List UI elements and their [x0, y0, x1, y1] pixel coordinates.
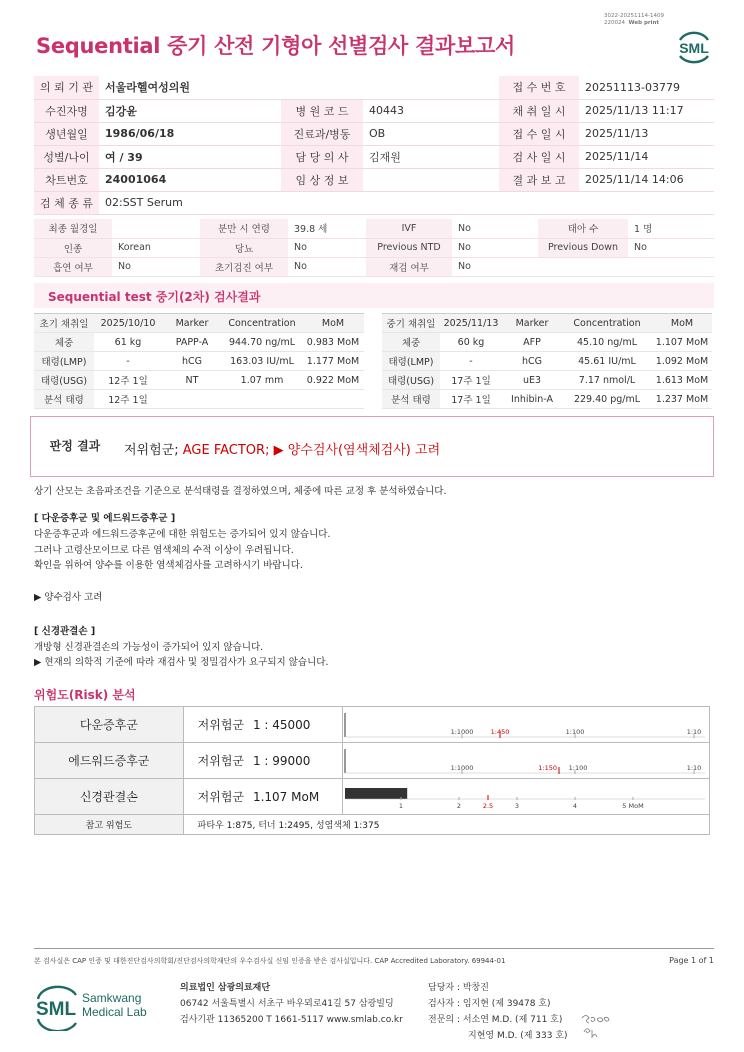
- institution-label: 의 뢰 기 관: [34, 76, 99, 99]
- ga-usg-value: 17주 1일: [440, 371, 502, 390]
- marker-concentration: 45.61 IU/mL: [562, 352, 652, 371]
- comment-heading-down: [ 다운증후군 및 에드워드증후군 ]: [34, 513, 176, 524]
- marker-mom: 1.177 MoM: [302, 352, 364, 371]
- prev-ntd-label: Previous NTD: [366, 238, 452, 257]
- weight-value: 60 kg: [440, 333, 502, 352]
- comment-line: 개방형 신경관결손의 가능성이 증가되어 있지 않습니다.: [34, 642, 264, 653]
- ivf-label: IVF: [366, 219, 452, 238]
- doctor-value: 김재원: [363, 145, 499, 168]
- marker-mom: 1.092 MoM: [652, 352, 712, 371]
- risk-ratio: 1 : 99000: [253, 743, 343, 779]
- reception-no-label: 접 수 번 호: [499, 76, 579, 99]
- tick-label: 1:1000: [450, 728, 474, 736]
- risk-name: 신경관결손: [35, 779, 184, 815]
- org-contact: 검사기관 11365200 T 1661-5117 www.smlab.co.kr: [180, 1015, 403, 1025]
- marker-concentration: 229.40 pg/mL: [562, 390, 652, 409]
- staff-line: 전문의 : 서소연 M.D. (제 711 호): [428, 1015, 563, 1025]
- diabetes-label: 당뇨: [200, 238, 288, 257]
- risk-ratio: 1.107 MoM: [253, 779, 343, 815]
- ref-risk-text: 파타우 1:875, 터너 1:2495, 성염색체 1:375: [183, 815, 709, 835]
- risk-scale: [342, 707, 709, 743]
- tick-label: 1:10: [686, 764, 702, 772]
- ga-lmp-value: -: [440, 352, 502, 371]
- col-marker: Marker: [502, 314, 562, 333]
- ga-lmp-label: 태령(LMP): [34, 352, 94, 371]
- sex-age-label: 성별/나이: [34, 145, 99, 168]
- sml-logo-icon: [674, 26, 714, 64]
- retest-label: 재검 여부: [366, 257, 452, 276]
- prev-down-value: No: [628, 238, 714, 257]
- risk-title: 위험도(Risk) 분석: [34, 688, 136, 702]
- table-row: [34, 390, 364, 409]
- table-row: [382, 333, 712, 352]
- info-row: [34, 99, 714, 122]
- org-address: 06742 서울특별시 서초구 바우뫼로41길 57 삼광빌딩: [180, 999, 394, 1009]
- judgement-risk: 저위험군;: [124, 443, 183, 458]
- first-trimester-table: [34, 313, 364, 409]
- judgement-recommendation: AGE FACTOR; ▶ 양수검사(염색체검사) 고려: [182, 443, 441, 458]
- lmp-value: [112, 219, 200, 238]
- smoke-label: 흡연 여부: [34, 257, 112, 276]
- table-row: [34, 371, 364, 390]
- col-mom: MoM: [302, 314, 364, 333]
- first-check-label: 초기검진 여부: [200, 257, 288, 276]
- print-ref-id: 3022-20251114-1409: [604, 13, 664, 19]
- comment-amnio: ▶ 양수검사 고려: [34, 592, 103, 603]
- lab-organization: [180, 980, 403, 1028]
- risk-group: 저위험군: [183, 743, 253, 779]
- org-name: 의료법인 삼광의료재단: [180, 983, 271, 993]
- marker-name: uE3: [502, 371, 562, 390]
- recv-date-value: 2025/11/13: [579, 122, 714, 145]
- risk-row: [35, 779, 710, 815]
- test-date-value: 2025/11/14: [579, 145, 714, 168]
- marker-name: Inhibin-A: [502, 390, 562, 409]
- info-row: [34, 76, 714, 99]
- marker-concentration: 7.17 nmol/L: [562, 371, 652, 390]
- print-ref-type: Web print: [628, 20, 660, 26]
- signature-icon: [578, 1010, 612, 1044]
- marker-mom: 1.237 MoM: [652, 390, 712, 409]
- report-value: 2025/11/14 14:06: [579, 168, 714, 191]
- ga-analysis-value: 17주 1일: [440, 390, 502, 409]
- page-number: Page 1 of 1: [669, 956, 714, 965]
- col-concentration: Concentration: [562, 314, 652, 333]
- tick-label: 2: [456, 802, 462, 810]
- weight-value: 61 kg: [94, 333, 162, 352]
- comment-line: 상기 산모는 초음파조건을 기준으로 분석태령을 결정하였으며, 체중에 따른 교정 후 분석하였습니다.: [34, 486, 447, 497]
- marker-name: NT: [162, 371, 222, 390]
- collect-time-label: 채 취 일 시: [499, 99, 579, 122]
- collect-date-value: 2025/10/10: [94, 314, 162, 333]
- tick-label: 5 MoM: [622, 802, 644, 810]
- table-row: [34, 352, 364, 371]
- lab-staff: [428, 980, 568, 1044]
- print-reference: [604, 13, 664, 27]
- staff-line: 담당자 : 박창진: [428, 983, 489, 993]
- extra-row: [34, 238, 714, 257]
- lmp-label: 최종 월경일: [34, 219, 112, 238]
- col-collect-date: 중기 채취일: [382, 314, 440, 333]
- tick-label-cutoff: 2.5: [482, 802, 494, 810]
- marker-name: hCG: [502, 352, 562, 371]
- tick-label-cutoff: 1:450: [490, 728, 510, 736]
- report-title: Sequential 중기 산전 기형아 선별검사 결과보고서: [36, 34, 515, 58]
- extra-row: [34, 257, 714, 276]
- info-row: [34, 168, 714, 191]
- comment-line: ▶ 현재의 의학적 기준에 따라 재검사 및 정밀검사가 요구되지 않습니다.: [34, 657, 329, 668]
- ga-lmp-value: -: [94, 352, 162, 371]
- logo-main-text: SML: [36, 999, 77, 1020]
- patient-label: 수진자명: [34, 99, 99, 122]
- age-at-delivery-value: 39.8 세: [288, 219, 366, 238]
- staff-line: 지현영 M.D. (제 333 호): [468, 1031, 568, 1041]
- col-mom: MoM: [652, 314, 712, 333]
- prev-down-label: Previous Down: [538, 238, 628, 257]
- risk-table: [34, 706, 710, 835]
- doctor-label: 담 당 의 사: [281, 145, 363, 168]
- ga-analysis-label: 분석 태령: [382, 390, 440, 409]
- race-value: Korean: [112, 238, 200, 257]
- tick-label: 1:100: [565, 728, 585, 736]
- marker-mom: 1.613 MoM: [652, 371, 712, 390]
- comment-heading-ntd: [ 신경관결손 ]: [34, 626, 96, 637]
- risk-name: 에드워드증후군: [35, 743, 184, 779]
- clinical-label: 임 상 정 보: [281, 168, 363, 191]
- tick-label-cutoff: 1:150: [538, 764, 557, 772]
- specimen-value: 02:SST Serum: [99, 191, 281, 214]
- fetus-label: 태아 수: [538, 219, 628, 238]
- second-trimester-table: [382, 313, 712, 409]
- ga-analysis-label: 분석 태령: [34, 390, 94, 409]
- footer-divider: [34, 948, 714, 949]
- accreditation-note: 본 검사실은 CAP 인증 및 대한진단검사의학회/진단검사의학재단의 우수검사실 신임 인증을 받은 검사실입니다. CAP Accredited Laboratory. 69944-01: [34, 957, 506, 965]
- fetus-value: 1 명: [628, 219, 714, 238]
- recv-date-label: 접 수 일 시: [499, 122, 579, 145]
- dob-value: 1986/06/18: [99, 122, 281, 145]
- patient-value: 김강윤: [99, 99, 281, 122]
- prev-ntd-value: No: [452, 238, 538, 257]
- risk-ref-row: [35, 815, 710, 835]
- diabetes-value: No: [288, 238, 366, 257]
- risk-scale: [342, 743, 709, 779]
- test-date-label: 검 사 일 시: [499, 145, 579, 168]
- risk-group: 저위험군: [183, 779, 253, 815]
- risk-ratio: 1 : 45000: [253, 707, 343, 743]
- table-row: [382, 352, 712, 371]
- table-row: [382, 371, 712, 390]
- marker-concentration: 1.07 mm: [222, 371, 302, 390]
- risk-group: 저위험군: [183, 707, 253, 743]
- dob-label: 생년월일: [34, 122, 99, 145]
- table-row: [382, 390, 712, 409]
- judgement-text: [124, 439, 440, 458]
- info-row: [34, 122, 714, 145]
- specimen-label: 검 체 종 류: [34, 191, 99, 214]
- info-row: [34, 145, 714, 168]
- extra-row: [34, 219, 714, 238]
- risk-name: 다운증후군: [35, 707, 184, 743]
- retest-value: No: [452, 257, 538, 276]
- marker-name: AFP: [502, 333, 562, 352]
- risk-scale: [342, 779, 709, 815]
- race-label: 인종: [34, 238, 112, 257]
- weight-label: 체중: [382, 333, 440, 352]
- dept-label: 진료과/병동: [281, 122, 363, 145]
- smoke-value: No: [112, 257, 200, 276]
- collect-date-value: 2025/11/13: [440, 314, 502, 333]
- mom-value-bar: [345, 788, 407, 799]
- result-section-bar: [34, 283, 714, 308]
- ga-usg-value: 12주 1일: [94, 371, 162, 390]
- tick-label: 4: [572, 802, 578, 810]
- weight-label: 체중: [34, 333, 94, 352]
- result-section-title: Sequential test 중기(2차) 검사결과: [48, 290, 261, 304]
- table-row: [34, 333, 364, 352]
- table-header-row: [382, 314, 712, 333]
- tick-label: 3: [514, 802, 520, 810]
- col-marker: Marker: [162, 314, 222, 333]
- tick-label: 1:100: [568, 764, 588, 772]
- marker-concentration: 944.70 ng/mL: [222, 333, 302, 352]
- risk-row: [35, 707, 710, 743]
- staff-line: 검사자 : 임지현 (제 39478 호): [428, 999, 551, 1009]
- tick-label: 1:10: [686, 728, 702, 736]
- judgement-box: [30, 416, 714, 477]
- hospital-code-value: 40443: [363, 99, 499, 122]
- col-concentration: Concentration: [222, 314, 302, 333]
- info-row: [34, 191, 714, 214]
- marker-mom: 0.983 MoM: [302, 333, 364, 352]
- ga-usg-label: 태령(USG): [382, 371, 440, 390]
- print-ref-code: 220024: [604, 20, 625, 26]
- report-label: 결 과 보 고: [499, 168, 579, 191]
- marker-mom: 0.922 MoM: [302, 371, 364, 390]
- maternal-factor-table: [34, 219, 714, 277]
- clinical-value: [363, 168, 499, 191]
- comment-line: 확인을 위하여 양수를 이용한 염색체검사를 고려하시기 바랍니다.: [34, 560, 303, 571]
- comment-line: 그러나 고령산모이므로 다른 염색체의 수적 이상이 우려됩니다.: [34, 545, 294, 556]
- institution-value: 서울라헬여성의원: [99, 76, 281, 99]
- ref-risk-label: 참고 위험도: [35, 815, 184, 835]
- collect-time-value: 2025/11/13 11:17: [579, 99, 714, 122]
- marker-name: PAPP-A: [162, 333, 222, 352]
- ga-lmp-label: 태령(LMP): [382, 352, 440, 371]
- logo-sub-text: Samkwang: [82, 991, 142, 1005]
- judgement-label: 판정 결과: [49, 439, 101, 453]
- table-header-row: [34, 314, 364, 333]
- ga-usg-label: 태령(USG): [34, 371, 94, 390]
- marker-concentration: 45.10 ng/mL: [562, 333, 652, 352]
- reception-no-value: 20251113-03779: [579, 76, 714, 99]
- logo-sub-text: Medical Lab: [82, 1005, 147, 1019]
- marker-mom: 1.107 MoM: [652, 333, 712, 352]
- sex-age-value: 여 / 39: [99, 145, 281, 168]
- dept-value: OB: [363, 122, 499, 145]
- tick-label: 1:1000: [450, 764, 474, 772]
- chart-label: 차트번호: [34, 168, 99, 191]
- svg-text:SML: SML: [679, 40, 709, 56]
- col-collect-date: 초기 채취일: [34, 314, 94, 333]
- risk-row: [35, 743, 710, 779]
- first-check-value: No: [288, 257, 366, 276]
- chart-value: 24001064: [99, 168, 281, 191]
- marker-concentration: 163.03 IU/mL: [222, 352, 302, 371]
- ga-analysis-value: 12주 1일: [94, 390, 162, 409]
- sml-bottom-logo: [36, 985, 166, 1035]
- tick-label: 1: [398, 802, 404, 810]
- comment-line: 다운증후군과 에드워드증후군에 대한 위험도는 증가되어 있지 않습니다.: [34, 529, 331, 540]
- hospital-code-label: 병 원 코 드: [281, 99, 363, 122]
- age-at-delivery-label: 분만 시 연령: [200, 219, 288, 238]
- marker-name: hCG: [162, 352, 222, 371]
- ivf-value: No: [452, 219, 538, 238]
- patient-info-table: [34, 76, 714, 215]
